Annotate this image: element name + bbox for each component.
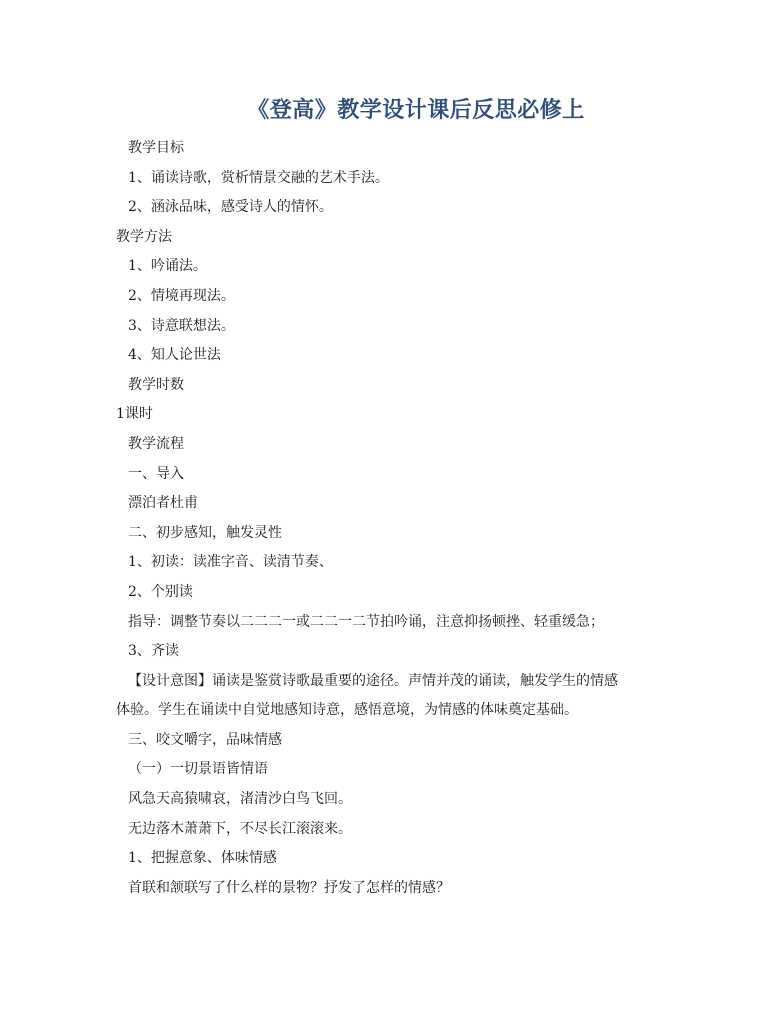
body-line: 漂泊者杜甫 — [128, 495, 198, 512]
body-line: 4、知人论世法 — [128, 347, 221, 364]
body-line: 2、个别读 — [128, 583, 193, 600]
body-line: 1、诵读诗歌，赏析情景交融的艺术手法。 — [128, 169, 389, 186]
body-line: 指导：调整节奏以二二二一或二二一二节拍吟诵，注意抑扬顿挫、轻重缓急； — [128, 613, 604, 630]
body-line: 教学流程 — [128, 435, 184, 452]
body-line: 一、导入 — [128, 465, 184, 482]
body-line: 3、齐读 — [128, 643, 179, 660]
body-line: 体验。学生在诵读中自觉地感知诗意，感悟意境，为情感的体味奠定基础。 — [116, 702, 578, 719]
body-line: 二、初步感知，触发灵性 — [128, 524, 282, 541]
body-line: （一）一切景语皆情语 — [128, 761, 268, 778]
body-line: 教学方法 — [116, 228, 172, 245]
body-line: 三、咬文嚼字，品味情感 — [128, 731, 282, 748]
body-line: 【设计意图】诵读是鉴赏诗歌最重要的途径。声情并茂的诵读，触发学生的情感 — [128, 672, 618, 689]
body-line: 1课时 — [116, 406, 153, 423]
body-line: 教学时数 — [128, 376, 184, 393]
body-line: 1、吟诵法。 — [128, 258, 207, 275]
body-line: 无边落木萧萧下，不尽长江滚滚来。 — [128, 820, 352, 837]
body-line: 首联和颔联写了什么样的景物？抒发了怎样的情感？ — [128, 879, 450, 896]
document-title: 《登高》教学设计课后反思必修上 — [247, 97, 585, 123]
body-line: 1、初读：读准字音、读清节奏、 — [128, 554, 333, 571]
body-line: 1、把握意象、体味情感 — [128, 850, 277, 867]
body-line: 风急天高猿啸哀，渚清沙白鸟飞回。 — [128, 791, 352, 808]
body-line: 教学目标 — [128, 140, 184, 156]
document-body — [116, 134, 676, 903]
body-line: 3、诗意联想法。 — [128, 317, 235, 334]
body-line: 2、情境再现法。 — [128, 287, 235, 304]
body-line: 2、涵泳品味，感受诗人的情怀。 — [128, 199, 333, 216]
